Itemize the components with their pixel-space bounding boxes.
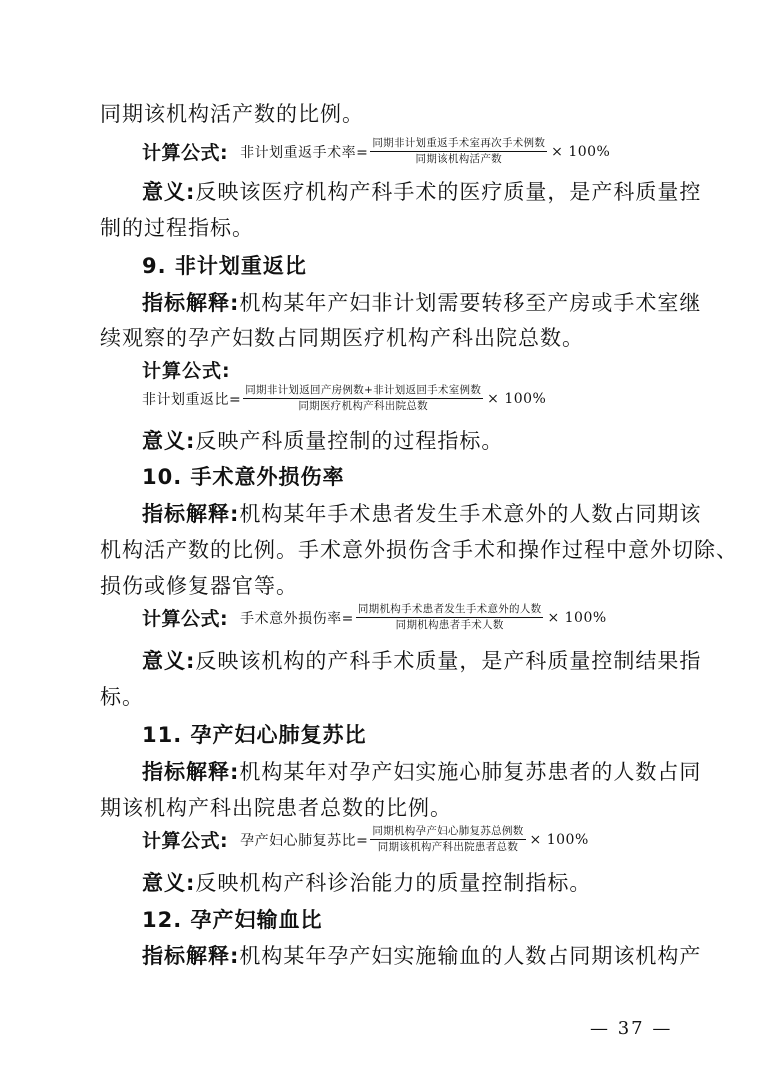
paragraph-line: 意义:反映该机构的产科手术质量，是产科质量控制结果指 xyxy=(142,649,702,673)
formula-lhs: 非计划重返手术率= xyxy=(240,144,369,161)
formula-numerator: 同期机构孕产妇心肺复苏总例数 xyxy=(370,825,525,840)
section-heading-12: 12. 孕产妇输血比 xyxy=(142,908,323,932)
formula-denominator: 同期医疗机构产科出院总数 xyxy=(298,400,428,412)
section-heading-9: 9. 非计划重返比 xyxy=(142,254,307,278)
formula-multiplier: × 100% xyxy=(547,609,607,626)
calc-label: 计算公式: xyxy=(142,142,229,164)
formula-denominator: 同期该机构产科出院患者总数 xyxy=(377,841,519,853)
formula-lhs: 孕产妇心肺复苏比= xyxy=(240,832,369,849)
formula-unplanned-return-surgery-rate xyxy=(142,137,610,166)
paragraph-line: 指标解释:机构某年孕产妇实施输血的人数占同期该机构产 xyxy=(142,944,702,968)
formula-fraction xyxy=(370,137,547,166)
formula-multiplier: × 100% xyxy=(529,831,589,848)
formula-denominator: 同期机构患者手术人数 xyxy=(395,619,504,631)
formula-numerator: 同期非计划返回产房例数+非计划返回手术室例数 xyxy=(243,384,483,399)
interpretation-label: 指标解释: xyxy=(142,944,240,968)
formula-lhs: 手术意外损伤率= xyxy=(240,610,354,627)
significance-label: 意义: xyxy=(142,429,196,453)
paragraph-line: 同期该机构活产数的比例。 xyxy=(100,102,364,126)
paragraph-line: 指标解释:机构某年手术患者发生手术意外的人数占同期该 xyxy=(142,502,702,526)
interpretation-label: 指标解释: xyxy=(142,291,240,315)
formula-unplanned-return-ratio xyxy=(142,384,546,413)
formula-lhs: 非计划重返比= xyxy=(142,391,242,408)
formula-numerator: 同期机构手术患者发生手术意外的人数 xyxy=(356,603,544,618)
formula-fraction xyxy=(370,825,525,854)
paragraph-line: 续观察的孕产妇数占同期医疗机构产科出院总数。 xyxy=(100,326,584,350)
page-number: — 37 — xyxy=(590,1018,673,1039)
paragraph-line: 指标解释:机构某年产妇非计划需要转移至产房或手术室继 xyxy=(142,291,702,315)
paragraph-line: 机构活产数的比例。手术意外损伤含手术和操作过程中意外切除、 xyxy=(100,538,738,562)
paragraph-line: 损伤或修复器官等。 xyxy=(100,574,298,598)
section-heading-11: 11. 孕产妇心肺复苏比 xyxy=(142,723,367,747)
significance-label: 意义: xyxy=(142,871,196,895)
calc-label: 计算公式: xyxy=(142,830,229,852)
interpretation-label: 指标解释: xyxy=(142,502,240,526)
paragraph-line: 意义:反映产科质量控制的过程指标。 xyxy=(142,429,504,453)
significance-label: 意义: xyxy=(142,180,196,204)
paragraph-line: 意义:反映机构产科诊治能力的质量控制指标。 xyxy=(142,871,592,895)
formula-multiplier: × 100% xyxy=(551,143,611,160)
formula-numerator: 同期非计划重返手术室再次手术例数 xyxy=(370,137,547,152)
formula-multiplier: × 100% xyxy=(487,390,547,407)
interpretation-label: 指标解释: xyxy=(142,760,240,784)
formula-cpr-ratio xyxy=(142,825,589,854)
formula-surgical-injury-rate xyxy=(142,603,607,632)
significance-label: 意义: xyxy=(142,649,196,673)
paragraph-line: 标。 xyxy=(100,685,144,709)
paragraph-line: 制的过程指标。 xyxy=(100,216,254,240)
section-heading-10: 10. 手术意外损伤率 xyxy=(142,465,345,489)
calc-label: 计算公式: xyxy=(142,608,229,630)
paragraph-line: 指标解释:机构某年对孕产妇实施心肺复苏患者的人数占同 xyxy=(142,760,702,784)
formula-denominator: 同期该机构活产数 xyxy=(415,153,502,165)
formula-fraction xyxy=(243,384,483,413)
calc-label: 计算公式: xyxy=(142,360,231,382)
formula-fraction xyxy=(356,603,544,632)
paragraph-line: 期该机构产科出院患者总数的比例。 xyxy=(100,796,452,820)
paragraph-line: 意义:反映该医疗机构产科手术的医疗质量，是产科质量控 xyxy=(142,180,702,204)
